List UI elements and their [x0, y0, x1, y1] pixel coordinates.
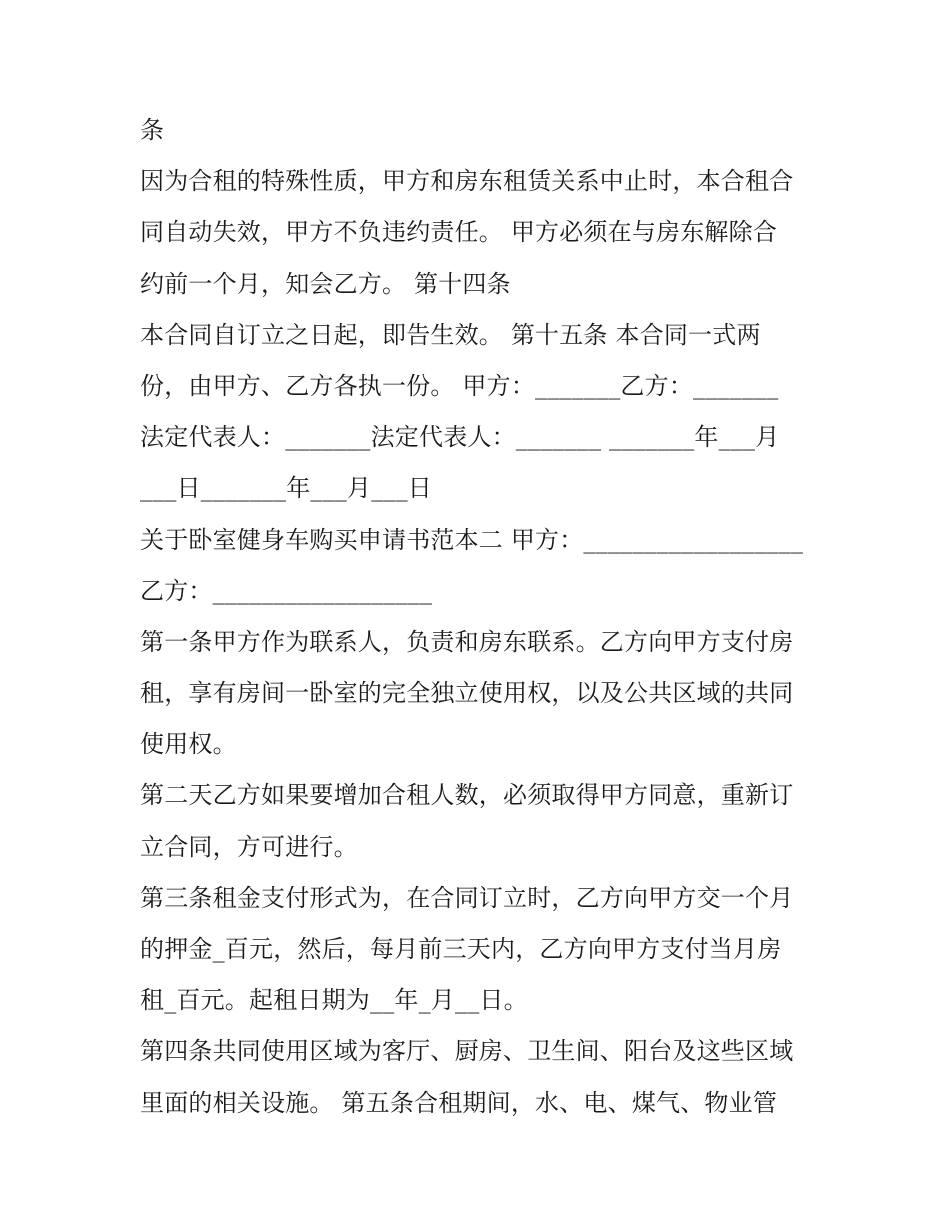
- text-line: 乙方：__________________: [140, 576, 433, 605]
- text-line: 第一条甲方作为联系人，负责和房东联系。乙方向甲方支付房: [140, 627, 794, 656]
- text-line: 租，享有房间一卧室的完全独立使用权，以及公共区域的共同: [140, 679, 794, 708]
- text-line: 立合同，方可进行。: [140, 832, 358, 861]
- text-line: ___日_______年___月___日: [140, 474, 432, 503]
- text-line: 条: [140, 116, 165, 144]
- text-line: 第三条租金支付形式为，在合同订立时，乙方向甲方交一个月: [140, 883, 794, 912]
- text-line: 租_百元。起租日期为__年_月__日。: [140, 986, 528, 1015]
- text-line: 同自动失效，甲方不负违约责任。 甲方必须在与房东解除合: [140, 218, 778, 247]
- document-body: [140, 105, 820, 1129]
- text-line: 份，由甲方、乙方各执一份。 甲方：_______乙方：_______: [140, 371, 779, 400]
- text-line: 关于卧室健身车购买申请书范本二 甲方：__________________: [140, 525, 804, 554]
- text-line: 法定代表人：_______法定代表人：_______ _______年___月: [140, 423, 780, 452]
- text-line: 的押金_百元，然后，每月前三天内，乙方向甲方支付当月房: [140, 935, 782, 963]
- text-line: 本合同自订立之日起，即告生效。 第十五条 本合同一式两: [140, 320, 761, 349]
- text-line: 第二天乙方如果要增加合租人数，必须取得甲方同意，重新订: [140, 781, 794, 810]
- text-line: 里面的相关设施。 第五条合租期间，水、电、煤气、物业管: [140, 1088, 778, 1117]
- text-line: 使用权。: [140, 730, 237, 759]
- text-line: 约前一个月，知会乙方。 第十四条: [140, 269, 511, 298]
- text-line: 第四条共同使用区域为客厅、厨房、卫生间、阳台及这些区域: [140, 1037, 794, 1066]
- text-line: 因为合租的特殊性质，甲方和房东租赁关系中止时，本合租合: [140, 167, 794, 196]
